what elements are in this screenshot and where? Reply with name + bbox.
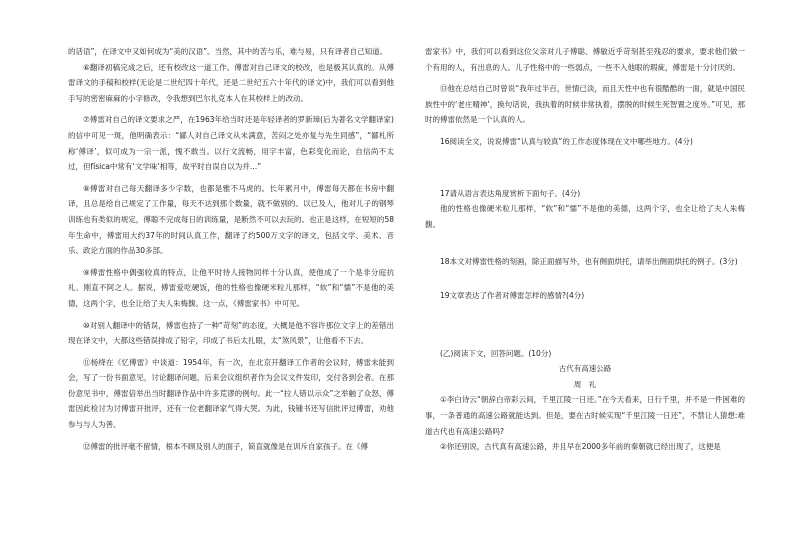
article-title: 古代有高速公路 xyxy=(558,364,612,374)
reading-intro: (乙)阅读下文，回答问题。(10分) xyxy=(440,348,552,358)
paragraph: 雷家书》中，我们可以看到这位父亲对儿子傅聪、傅敏近乎苛刻甚至残忍的要求，要求他们做一个有用的人，有出息的人。儿子性格中的一些弱点，一些不入他眼的瑕疵，傅雷是十分讨厌的。 xyxy=(425,47,745,72)
paragraph: ⑥翻译初稿完成之后，还有校改这一道工作。傅雷对自己译文的校改，也是极其认真的。从傅雷译文的手稿和校样(无论是二世纪四十年代，还是二世纪五六十年代的译文)中，我们可以看到他手写的密密麻麻的小字修改，令我想到巴尔扎克本人在其校样上的改动。 xyxy=(68,62,394,103)
paragraph: ②你还别说，古代真有高速公路，并且早在2000多年前的秦朝就已经出现了，这便是 xyxy=(440,442,721,452)
question-18: 18本文对傅雷性格的刻画，除正面描写外，也有侧面烘托，请举出侧面烘托的例子。(3分) xyxy=(440,257,738,267)
paragraph: 的话语”，在译文中又如何成为“美的汉语”。当然，其中的苦与乐，难与易，只有译者自己知道。 xyxy=(68,47,388,56)
paragraph: ⑫傅雷的批评毫不留情，根本不顾及别人的面子，简直就像是在训斥自家孩子。在《傅 xyxy=(83,441,368,451)
question-19: 19文章表达了作者对傅雷怎样的感情?(4分) xyxy=(440,290,585,300)
paragraph: ⑩对别人翻译中的错误，傅雷也持了一种“苛刻”的态度，大概是他不容许那位文字上的差错出现在译文中，大都这些错误排成了铅字，印成了书后太扎眼，太“煞风景”，让他看不下去。 xyxy=(68,320,394,346)
paragraph: ⑨傅雷性格中偶强较真的特点，让他平时待人接物同样十分认真，使他成了一个是非分庭抗礼、刚直不阿之人。据说，傅雷爱吃硬饭，他的性格也像硬米粒儿那样，“软”和“懦”不是他的美德，这两个字，也全让给了夫人朱梅馥。这一点，《傅雷家书》中可见。 xyxy=(68,267,394,308)
question-17: 17请从语言表达角度赏析下面句子。(4分) xyxy=(440,188,581,198)
paragraph: ⑬他在总结自己时曾说“我年过半百，世情已淡，而且天性中也有很酷酷的一面，就是中国民族性中的‘老庄精神’，换句话说，我执着的时候非常执着，摆脱的时候生死智置之度外。”可见，那时的傅雷依然是一个认真的人。 xyxy=(425,84,745,125)
paragraph: ⑧傅雷对自己每天翻译多少字数，也都是雅不马虎的。长年累月中，傅雷每天都在书房中翻译，且总是给自己规定了工作量，每天不达到那个数量，就不做别的。以已及人，他对儿子的钢琴训练也有类似的规定，傅聪不完成每日的训练量，是断然不可以去玩的。也正是这样，在短短的58年生命中，傅雷用大约37年的时间认真工作，翻译了约500万文字的译文，包括文学、美术、音乐、政论方面的作品30多部。 xyxy=(68,183,394,256)
right-column xyxy=(425,44,745,455)
left-column xyxy=(68,44,394,454)
paragraph: ⑦傅雷对自己的译文要求之严，在1963年给当时还是年轻译者的罗新璋(后为著名文学翻译家)的信中可见一斑，他明确表示：“鄙人对自己译文从未满意，苦闷之处亦复与先生同感”，“鄙札所称‘傅译’，似可成为一宗一派，愧不敢当。以行文流畅，用字丰富，色彩变化而论，自信尚不太过，但física中常有‘文学味’相等，故平时自误自以为并…” xyxy=(68,115,394,172)
question-17-sentence: 他的性格也像硬米粒儿那样，“软”和“懦”不是他的美德，这两个字，也全让给了夫人朱梅馥。 xyxy=(425,204,745,229)
paragraph: ①李白诗云“朝辞白帝彩云间，千里江陵一日还。”在今天看来，日行千里，并不是一件困难的事，一条普通的高速公路就能达到。但是，要在古时候实现“千里江陵一日还”，不禁让人猜想:难道古代也有高速公路吗? xyxy=(425,395,745,436)
article-author: 周 礼 xyxy=(573,379,597,389)
paragraph: ⑪杨绛在《忆傅雷》中谈道：1954年，有一次，在北京开翻译工作者的会议时，傅雷未能到会，写了一份书面意见，讨论翻译问题，后来会议组织者作为会议文件发印，交付各到会者。在那份意见书中，傅雷倍举出当时翻译作品中许多荒谬的例句。此一“拉人错以示众”之举触了众怒，傅雷因此检讨为讨傅雷开批评，还有一位老翻译家气得大哭。为此，钱锺书还写信批评过傅雷，劝他参与与人为善。 xyxy=(68,357,394,430)
question-16: 16阅读全文，说说傅雷“认真与较真”的工作态度体现在文中哪些地方。(4分) xyxy=(440,136,693,146)
